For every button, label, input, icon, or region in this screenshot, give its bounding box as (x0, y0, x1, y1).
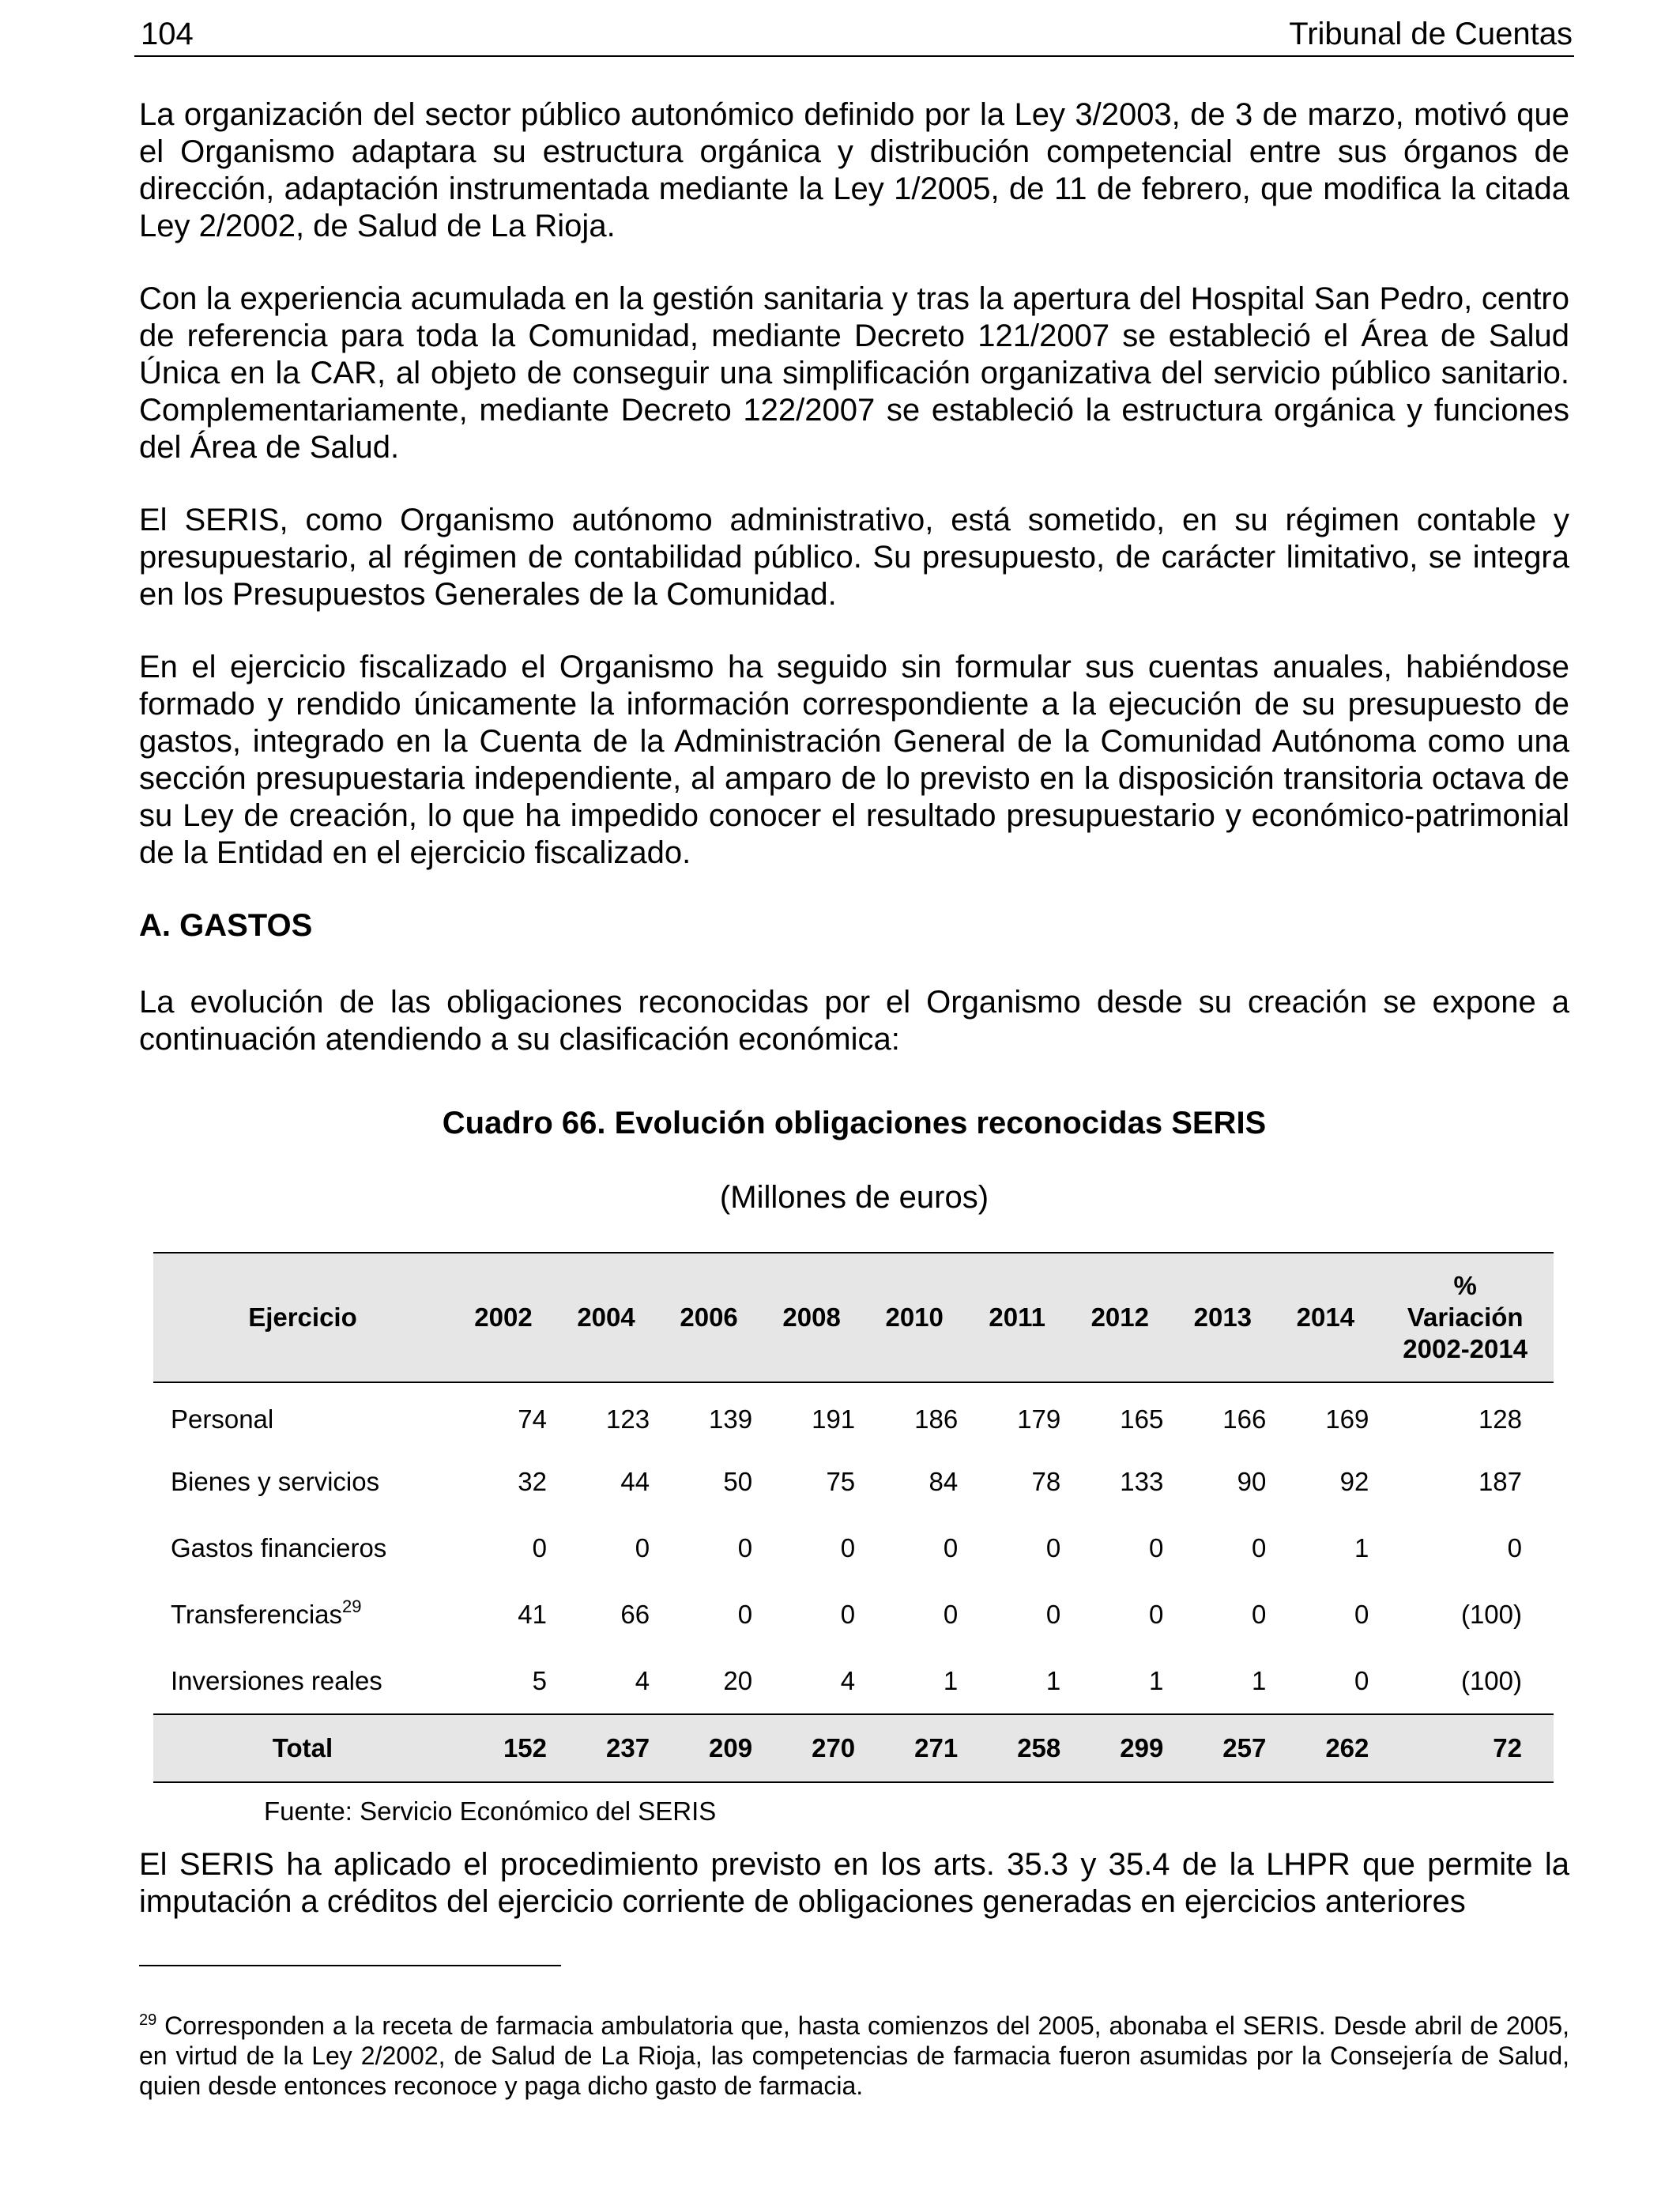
obligations-table (153, 1252, 1554, 1783)
header-year: 2012 (1090, 1302, 1149, 1332)
paragraph-4: En el ejercicio fiscalizado el Organismo ha seguido sin formular sus cuentas anuales, habiéndose formado y rendido únicamente la información correspondiente a la ejecución de su presupuesto de gastos, integrado en la Cuenta de la Administración General de la Comunidad Autónoma como una sección presupuestaria independiente, al amparo de lo previsto en la disposición transitoria octava de su Ley de creación, lo que ha impedido conocer el resultado presupuestario y económico-patrimonial de la Entidad en el ejercicio fiscalizado. (139, 650, 1569, 870)
footnote (139, 2011, 1569, 2101)
row-label (153, 1581, 452, 1648)
paragraph-1: La organización del sector público autonómico definido por la Ley 3/2003, de 3 de marzo, motivó que el Organismo adaptara su estructura orgánica y distribución competencial entre sus órganos de dirección, adaptación instrumentada mediante la Ley 1/2005, de 11 de febrero, que modifica la citada Ley 2/2002, de Salud de La Rioja. (139, 97, 1569, 243)
total-cell: 209 (709, 1733, 753, 1762)
table-cell: 1 (1354, 1533, 1369, 1563)
total-row (153, 1714, 1554, 1782)
variation-header-line: % (1453, 1271, 1477, 1300)
total-cell: 271 (914, 1733, 959, 1762)
table-cell: 0 (1251, 1533, 1267, 1563)
variation-cell: (100) (1460, 1665, 1522, 1695)
header-year: 2004 (577, 1302, 635, 1332)
row-label: Inversiones reales (171, 1665, 382, 1695)
total-variation-cell: 72 (1493, 1733, 1522, 1762)
table-cell: 50 (723, 1467, 753, 1496)
table-cell: 0 (1148, 1600, 1164, 1629)
table-cell: 78 (1031, 1467, 1061, 1496)
table-cell: 139 (709, 1404, 753, 1434)
table-cell: 0 (840, 1600, 856, 1629)
table-row (153, 1382, 1554, 1449)
row-label: Bienes y servicios (171, 1467, 380, 1496)
header-year: 2014 (1296, 1302, 1355, 1332)
table-cell: 0 (943, 1533, 959, 1563)
table-cell: 165 (1120, 1404, 1164, 1434)
table-cell: 123 (606, 1404, 650, 1434)
table-row (153, 1648, 1554, 1714)
variation-cell: (100) (1460, 1600, 1522, 1629)
table-cell: 133 (1120, 1467, 1164, 1496)
paragraph-3: El SERIS, como Organismo autónomo administrativo, está sometido, en su régimen contable y presupuestario, al régimen de contabilidad público. Su presupuesto, de carácter limitativo, se integra en los Presupuestos Generales de la Comunidad. (139, 503, 1569, 612)
table-cell: 20 (723, 1665, 753, 1695)
footnote-marker[interactable]: 29 (342, 1596, 362, 1616)
header-variation (1377, 1253, 1554, 1382)
paragraph-2: Con la experiencia acumulada en la gestión sanitaria y tras la apertura del Hospital San Pedro, centro de referencia para toda la Comunidad, mediante Decreto 121/2007 se estableció el Área de Salud Única en la CAR, al objeto de conseguir una simplificación organizativa del servicio público sanitario. Complementariamente, mediante Decreto 122/2007 se estableció la estructura orgánica y funciones del Área de Salud. (139, 281, 1569, 465)
total-cell: 152 (503, 1733, 548, 1762)
table-row (153, 1581, 1554, 1648)
row-label: Gastos financieros (171, 1533, 387, 1563)
header-year: 2006 (680, 1302, 738, 1332)
table-cell: 1 (1045, 1665, 1061, 1695)
table-cell: 0 (1045, 1600, 1061, 1629)
header-year: 2008 (782, 1302, 841, 1332)
table-cell: 0 (1045, 1533, 1061, 1563)
table-cell: 0 (635, 1533, 650, 1563)
table-cell: 0 (840, 1533, 856, 1563)
section-heading: A. GASTOS (139, 908, 313, 943)
row-label-text: Transferencias (171, 1600, 343, 1629)
footnote-rule (139, 1965, 561, 1966)
total-cell: 270 (812, 1733, 856, 1762)
header-ejercicio: Ejercicio (248, 1302, 357, 1332)
table-cell: 166 (1222, 1404, 1267, 1434)
table-cell: 1 (1148, 1665, 1164, 1695)
total-label: Total (272, 1733, 333, 1762)
footnote-number: 29 (139, 2011, 157, 2029)
table-row (153, 1515, 1554, 1581)
table-cell: 4 (635, 1665, 650, 1695)
table-cell: 0 (737, 1600, 753, 1629)
table-row (153, 1449, 1554, 1515)
closing-paragraph: El SERIS ha aplicado el procedimiento previsto en los arts. 35.3 y 35.4 de la LHPR que permite la imputación a créditos del ejercicio corriente de obligaciones generadas en ejercicios anteriores (139, 1847, 1569, 1919)
table-cell: 5 (532, 1665, 548, 1695)
table-cell: 1 (943, 1665, 959, 1695)
table-cell: 41 (518, 1600, 548, 1629)
variation-cell: 0 (1507, 1533, 1522, 1563)
table-title: Cuadro 66. Evolución obligaciones reconocidas SERIS (442, 1106, 1267, 1140)
table-cell: 186 (914, 1404, 959, 1434)
table-cell: 0 (1354, 1665, 1369, 1695)
footnote-text: Corresponden a la receta de farmacia ambulatoria que, hasta comienzos del 2005, abonaba el SERIS. Desde abril de 2005, en virtud de la Ley 2/2002, de Salud de La Rioja, las competencias de farmacia fueron asumidas por la Consejería de Salud, quien desde entonces reconoce y paga dicho gasto de farmacia. (139, 2011, 1570, 2100)
total-cell: 299 (1120, 1733, 1164, 1762)
total-cell: 237 (606, 1733, 650, 1762)
variation-header-line: Variación (1407, 1302, 1524, 1332)
variation-cell: 187 (1478, 1467, 1522, 1496)
header-year: 2010 (885, 1302, 944, 1332)
variation-cell: 128 (1478, 1404, 1522, 1434)
table-cell: 191 (812, 1404, 856, 1434)
table-cell: 169 (1325, 1404, 1369, 1434)
header-year: 2011 (989, 1302, 1046, 1332)
header-year: 2013 (1193, 1302, 1252, 1332)
closing-text (139, 1846, 1569, 1956)
table-cell: 66 (620, 1600, 650, 1629)
table-cell: 4 (840, 1665, 856, 1695)
table-cell: 0 (943, 1600, 959, 1629)
table-cell: 92 (1339, 1467, 1369, 1496)
page-number: 104 (141, 17, 194, 51)
table-cell: 0 (1148, 1533, 1164, 1563)
table-cell: 90 (1237, 1467, 1267, 1496)
row-label: Personal (171, 1404, 274, 1434)
variation-header-line: 2002-2014 (1403, 1334, 1528, 1363)
header-rule (134, 55, 1574, 57)
table-cell: 32 (518, 1467, 548, 1496)
total-cell: 257 (1222, 1733, 1267, 1762)
table-cell: 75 (826, 1467, 856, 1496)
intro-paragraph: La evolución de las obligaciones reconocidas por el Organismo desde su creación se expone a continuación atendiendo a su clasificación económica: (139, 985, 1569, 1057)
page-header (134, 14, 1574, 54)
table-cell: 44 (620, 1467, 650, 1496)
table-cell: 0 (1251, 1600, 1267, 1629)
table-cell: 74 (518, 1404, 548, 1434)
table-cell: 0 (1354, 1600, 1369, 1629)
table-cell: 84 (929, 1467, 959, 1496)
table-subtitle: (Millones de euros) (719, 1180, 989, 1215)
table-header-row (153, 1253, 1554, 1382)
table-cell: 179 (1017, 1404, 1061, 1434)
table-cell: 1 (1251, 1665, 1267, 1695)
header-year: 2002 (474, 1302, 533, 1332)
table-source: Fuente: Servicio Económico del SERIS (264, 1796, 717, 1826)
body-text (139, 96, 1569, 1094)
running-title: Tribunal de Cuentas (1289, 17, 1573, 51)
total-cell: 262 (1325, 1733, 1369, 1762)
table-cell: 0 (737, 1533, 753, 1563)
total-cell: 258 (1017, 1733, 1061, 1762)
table-cell: 0 (532, 1533, 548, 1563)
